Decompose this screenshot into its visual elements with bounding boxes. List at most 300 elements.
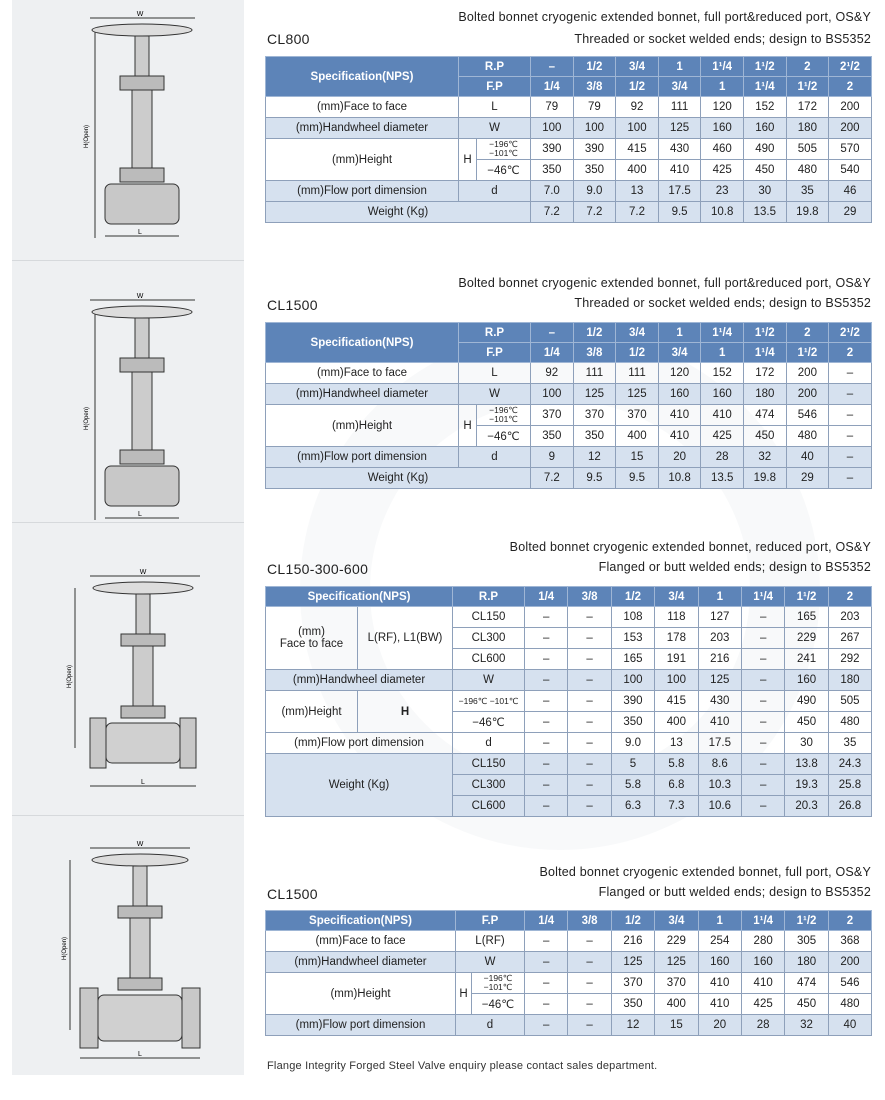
cell: 13.8: [785, 754, 828, 775]
cell: 8.6: [698, 754, 741, 775]
cell: 28: [701, 447, 744, 468]
section-description-1: Bolted bonnet cryogenic extended bonnet, full port&reduced port, OS&Y: [458, 276, 871, 290]
cell: 450: [743, 160, 786, 181]
cell: 13: [655, 733, 698, 754]
cell: 28: [741, 1015, 784, 1036]
row-label: (mm)Handwheel diameter: [266, 670, 453, 691]
cell: –: [568, 931, 611, 952]
row-symbol: d: [453, 733, 525, 754]
cell: 100: [531, 118, 574, 139]
cell: 9.0: [611, 733, 654, 754]
row-symbol: d: [459, 181, 531, 202]
row-face-to-face: [266, 97, 872, 118]
row-label: Weight (Kg): [266, 468, 531, 489]
cell: 17.5: [698, 733, 741, 754]
cell: 425: [701, 426, 744, 447]
cell: –: [741, 712, 784, 733]
cell: 400: [655, 712, 698, 733]
footer-note: Flange Integrity Forged Steel Valve enquiry please contact sales department.: [267, 1060, 658, 1072]
size: 1: [698, 587, 741, 607]
fp-size: 1: [701, 77, 744, 97]
cell: 10.8: [701, 202, 744, 223]
spec-label: Specification(NPS): [266, 587, 453, 607]
cell: 370: [573, 405, 616, 426]
cell: 100: [655, 670, 698, 691]
cell: 19.3: [785, 775, 828, 796]
cell: 370: [616, 405, 659, 426]
cell: 125: [655, 952, 698, 973]
row-label: [266, 607, 358, 670]
cell: 410: [658, 160, 701, 181]
cell: 108: [611, 607, 654, 628]
cell: 46: [829, 181, 872, 202]
row-weight: [266, 202, 872, 223]
cell: 111: [573, 363, 616, 384]
spec-label: Specification(NPS): [266, 323, 459, 363]
section-description-2: Flanged or butt welded ends; design to BS5352: [598, 560, 871, 574]
cell: 100: [573, 118, 616, 139]
cell: 32: [743, 447, 786, 468]
rp-size: 1¹/4: [701, 323, 744, 343]
class-label: CL150: [453, 754, 525, 775]
rp-size: 1¹/2: [743, 57, 786, 77]
cell: 241: [785, 649, 828, 670]
cell: –: [568, 670, 611, 691]
cell: –: [525, 733, 568, 754]
cell: 9.5: [658, 202, 701, 223]
cell: 19.8: [743, 468, 786, 489]
cell: 200: [828, 952, 871, 973]
cell: 410: [698, 973, 741, 994]
fp-label: F.P: [456, 911, 525, 931]
cell: –: [568, 796, 611, 817]
row-weight: [266, 468, 872, 489]
valve-drawing-flanged-1: [65, 568, 235, 798]
cell: –: [525, 994, 568, 1015]
cell: 152: [701, 363, 744, 384]
row-symbol: L(RF): [456, 931, 525, 952]
cell: –: [741, 670, 784, 691]
valve-drawing-flanged-2: [60, 840, 230, 1065]
row-symbol: H: [459, 139, 477, 181]
cell: 79: [531, 97, 574, 118]
cell: 480: [828, 712, 871, 733]
cell: 390: [573, 139, 616, 160]
cell: 25.8: [828, 775, 871, 796]
size: 3/8: [568, 587, 611, 607]
cell: 490: [743, 139, 786, 160]
cell: 127: [698, 607, 741, 628]
cell: 350: [573, 160, 616, 181]
h-dim-label: H(Open): [67, 664, 73, 688]
cell: 9: [531, 447, 574, 468]
spec-table: [265, 56, 872, 223]
cell: 370: [531, 405, 574, 426]
fp-size: 3/4: [658, 77, 701, 97]
row-label-line1: (mm): [298, 626, 325, 638]
cell: 460: [701, 139, 744, 160]
cell: 92: [531, 363, 574, 384]
row-symbol: W: [459, 384, 531, 405]
cell: 425: [701, 160, 744, 181]
size: 3/4: [655, 911, 698, 931]
cell: –: [829, 426, 872, 447]
cell: 350: [611, 712, 654, 733]
cell: 480: [786, 426, 829, 447]
cell: 450: [743, 426, 786, 447]
cell: 125: [611, 952, 654, 973]
cell: 180: [785, 952, 828, 973]
cell: 100: [531, 384, 574, 405]
cell: 415: [616, 139, 659, 160]
cell: 111: [658, 97, 701, 118]
row-symbol: d: [456, 1015, 525, 1036]
cell: 13: [616, 181, 659, 202]
cell: 292: [828, 649, 871, 670]
size: 2: [828, 587, 871, 607]
l-dim-label: L: [138, 511, 142, 518]
cell: –: [525, 754, 568, 775]
fp-size: 3/8: [573, 343, 616, 363]
cell: 100: [616, 118, 659, 139]
w-dim-label: W: [136, 11, 144, 18]
temp-label: −46℃: [477, 160, 531, 181]
rp-size: 1/2: [573, 57, 616, 77]
cell: 12: [573, 447, 616, 468]
cell: 400: [616, 160, 659, 181]
cell: 35: [828, 733, 871, 754]
cell: 160: [658, 384, 701, 405]
cell: 203: [698, 628, 741, 649]
cell: 7.0: [531, 181, 574, 202]
pressure-class-title: CL800: [267, 31, 310, 47]
cell: 92: [616, 97, 659, 118]
size: 1/4: [525, 911, 568, 931]
cell: –: [829, 405, 872, 426]
cell: 216: [611, 931, 654, 952]
row-symbol: W: [459, 118, 531, 139]
cell: –: [525, 775, 568, 796]
cell: 160: [743, 118, 786, 139]
cell: –: [525, 649, 568, 670]
cell: –: [525, 796, 568, 817]
fp-size: 2: [829, 343, 872, 363]
cell: 430: [698, 691, 741, 712]
cell: 200: [786, 363, 829, 384]
row-symbol: L(RF), L1(BW): [358, 607, 453, 670]
rp-size: 1¹/2: [743, 323, 786, 343]
cell: 10.3: [698, 775, 741, 796]
row-label: (mm)Flow port dimension: [266, 1015, 456, 1036]
fp-size: 1¹/2: [786, 343, 829, 363]
row-label: (mm)Height: [266, 405, 459, 447]
w-dim-label: W: [139, 569, 147, 576]
cell: –: [568, 994, 611, 1015]
cell: 180: [786, 118, 829, 139]
cell: 570: [829, 139, 872, 160]
cell: –: [568, 952, 611, 973]
row-handwheel: [266, 118, 872, 139]
cell: 40: [828, 1015, 871, 1036]
size: 3/8: [568, 911, 611, 931]
spec-table: [265, 910, 872, 1036]
size: 1¹/2: [785, 587, 828, 607]
cell: 450: [785, 712, 828, 733]
cell: –: [568, 1015, 611, 1036]
cell: –: [525, 931, 568, 952]
header-row-rp: [266, 587, 872, 607]
rp-size: 1: [658, 323, 701, 343]
cell: 370: [611, 973, 654, 994]
cell: 153: [611, 628, 654, 649]
cell: –: [741, 733, 784, 754]
size: 1¹/4: [741, 587, 784, 607]
cell: 546: [828, 973, 871, 994]
cell: 79: [573, 97, 616, 118]
cell: –: [525, 670, 568, 691]
cell: 9.0: [573, 181, 616, 202]
row-label: Weight (Kg): [266, 754, 453, 817]
rp-size: 2: [786, 57, 829, 77]
cell: 13.5: [701, 468, 744, 489]
cell: –: [568, 754, 611, 775]
fp-size: 1¹/4: [743, 343, 786, 363]
rp-size: 1¹/4: [701, 57, 744, 77]
row-flow-port: [266, 447, 872, 468]
valve-drawing-threaded-1: [80, 8, 230, 243]
cell: –: [829, 447, 872, 468]
cell: 35: [786, 181, 829, 202]
cell: –: [741, 691, 784, 712]
spec-table: [265, 322, 872, 489]
row-label: (mm)Face to face: [266, 931, 456, 952]
l-dim-label: L: [138, 229, 142, 236]
fp-label: F.P: [459, 77, 531, 97]
cell: –: [568, 607, 611, 628]
cell: –: [525, 952, 568, 973]
class-label: CL300: [453, 775, 525, 796]
cell: 23: [701, 181, 744, 202]
cell: 200: [829, 97, 872, 118]
cell: 505: [828, 691, 871, 712]
h-dim-label: H(Open): [84, 406, 90, 430]
row-flow-port: [266, 181, 872, 202]
cell: 15: [655, 1015, 698, 1036]
l-dim-label: L: [138, 1051, 142, 1058]
cell: 172: [743, 363, 786, 384]
cell: –: [741, 754, 784, 775]
fp-size: 1/4: [531, 77, 574, 97]
row-label: Weight (Kg): [266, 202, 531, 223]
cell: 505: [786, 139, 829, 160]
row-label: (mm)Handwheel diameter: [266, 952, 456, 973]
row-label: (mm)Flow port dimension: [266, 181, 459, 202]
cell: 5.8: [611, 775, 654, 796]
cell: 26.8: [828, 796, 871, 817]
cell: 305: [785, 931, 828, 952]
cell: 125: [573, 384, 616, 405]
row-label: (mm)Face to face: [266, 363, 459, 384]
row-flow-port: [266, 733, 872, 754]
cell: 6.3: [611, 796, 654, 817]
cell: 180: [828, 670, 871, 691]
cell: 490: [785, 691, 828, 712]
fp-label: F.P: [459, 343, 531, 363]
cell: –: [568, 973, 611, 994]
cell: –: [568, 775, 611, 796]
cell: 160: [741, 952, 784, 973]
cell: –: [829, 468, 872, 489]
cell: –: [741, 628, 784, 649]
header-row-rp: [266, 323, 872, 343]
fp-size: 1/2: [616, 343, 659, 363]
cell: 7.2: [573, 202, 616, 223]
row-label: (mm)Height: [266, 691, 358, 733]
row-symbol: H: [358, 691, 453, 733]
cell: 540: [829, 160, 872, 181]
row-flow-port: [266, 1015, 872, 1036]
cell: 410: [741, 973, 784, 994]
cell: 24.3: [828, 754, 871, 775]
row-label-line2: Face to face: [279, 638, 344, 650]
cell: 7.2: [616, 202, 659, 223]
cell: 254: [698, 931, 741, 952]
fp-size: 1¹/4: [743, 77, 786, 97]
cell: 160: [785, 670, 828, 691]
cell: 410: [701, 405, 744, 426]
cell: 450: [785, 994, 828, 1015]
fp-size: 2: [829, 77, 872, 97]
fp-size: 3/8: [573, 77, 616, 97]
cell: 125: [616, 384, 659, 405]
cell: 160: [698, 952, 741, 973]
cell: –: [741, 649, 784, 670]
rp-label: R.P: [459, 57, 531, 77]
cell: 20: [658, 447, 701, 468]
row-label: (mm)Flow port dimension: [266, 447, 459, 468]
rp-label: R.P: [459, 323, 531, 343]
cell: 400: [616, 426, 659, 447]
cell: 40: [786, 447, 829, 468]
cell: 200: [786, 384, 829, 405]
cell: 368: [828, 931, 871, 952]
cell: 7.2: [531, 202, 574, 223]
cell: 350: [531, 426, 574, 447]
cell: 546: [786, 405, 829, 426]
fp-size: 1/2: [616, 77, 659, 97]
cell: 120: [658, 363, 701, 384]
row-face-to-face: [266, 363, 872, 384]
cell: 17.5: [658, 181, 701, 202]
cell: 474: [743, 405, 786, 426]
row-symbol: L: [459, 363, 531, 384]
row-handwheel: [266, 670, 872, 691]
cell: 410: [658, 405, 701, 426]
cell: 229: [785, 628, 828, 649]
temp-label: −196℃ −101℃: [477, 139, 531, 160]
cell: 5: [611, 754, 654, 775]
section-description-1: Bolted bonnet cryogenic extended bonnet, reduced port, OS&Y: [509, 540, 871, 554]
cell: 410: [658, 426, 701, 447]
cell: 10.8: [658, 468, 701, 489]
cell: 13.5: [743, 202, 786, 223]
cell: 203: [828, 607, 871, 628]
cell: –: [568, 691, 611, 712]
cell: 32: [785, 1015, 828, 1036]
row-label: (mm)Flow port dimension: [266, 733, 453, 754]
fp-size: 3/4: [658, 343, 701, 363]
section-description-2: Threaded or socket welded ends; design to BS5352: [574, 296, 871, 310]
cell: –: [741, 607, 784, 628]
section-description-2: Flanged or butt welded ends; design to BS5352: [598, 885, 871, 899]
cell: 10.6: [698, 796, 741, 817]
temp-label: −46℃: [453, 712, 525, 733]
cell: –: [568, 712, 611, 733]
cell: –: [829, 363, 872, 384]
row-height-196: [266, 405, 872, 426]
valve-drawing-threaded-2: [80, 290, 230, 525]
rp-size: 3/4: [616, 323, 659, 343]
temp-label: −46℃: [477, 426, 531, 447]
cell: 410: [698, 994, 741, 1015]
cell: 350: [531, 160, 574, 181]
section-description-2: Threaded or socket welded ends; design to BS5352: [574, 32, 871, 46]
row-symbol: H: [459, 405, 477, 447]
rp-size: 2: [786, 323, 829, 343]
cell: 178: [655, 628, 698, 649]
cell: –: [568, 733, 611, 754]
row-label: (mm)Height: [266, 139, 459, 181]
cell: –: [741, 796, 784, 817]
cell: 165: [785, 607, 828, 628]
size: 1: [698, 911, 741, 931]
row-handwheel: [266, 952, 872, 973]
cell: 29: [829, 202, 872, 223]
pressure-class-title: CL150-300-600: [267, 561, 369, 577]
cell: 216: [698, 649, 741, 670]
size: 2: [828, 911, 871, 931]
class-label: CL150: [453, 607, 525, 628]
rp-size: 1/2: [573, 323, 616, 343]
pressure-class-title: CL1500: [267, 886, 318, 902]
cell: 415: [655, 691, 698, 712]
row-label: (mm)Handwheel diameter: [266, 384, 459, 405]
cell: 20: [698, 1015, 741, 1036]
cell: 165: [611, 649, 654, 670]
row-face-cl150: [266, 607, 872, 628]
cell: 474: [785, 973, 828, 994]
row-handwheel: [266, 384, 872, 405]
temp-label: −196℃ −101℃: [453, 691, 525, 712]
size: 3/4: [655, 587, 698, 607]
cell: 160: [701, 384, 744, 405]
cell: 6.8: [655, 775, 698, 796]
cell: 430: [658, 139, 701, 160]
size: 1/2: [611, 587, 654, 607]
rp-size: 2¹/2: [829, 323, 872, 343]
w-dim-label: W: [136, 841, 144, 848]
cell: 29: [786, 468, 829, 489]
size: 1/4: [525, 587, 568, 607]
class-label: CL600: [453, 796, 525, 817]
cell: 111: [616, 363, 659, 384]
row-symbol: L: [459, 97, 531, 118]
row-height-196: [266, 973, 872, 994]
rp-size: –: [531, 57, 574, 77]
class-label: CL300: [453, 628, 525, 649]
row-label: (mm)Face to face: [266, 97, 459, 118]
cell: 350: [611, 994, 654, 1015]
